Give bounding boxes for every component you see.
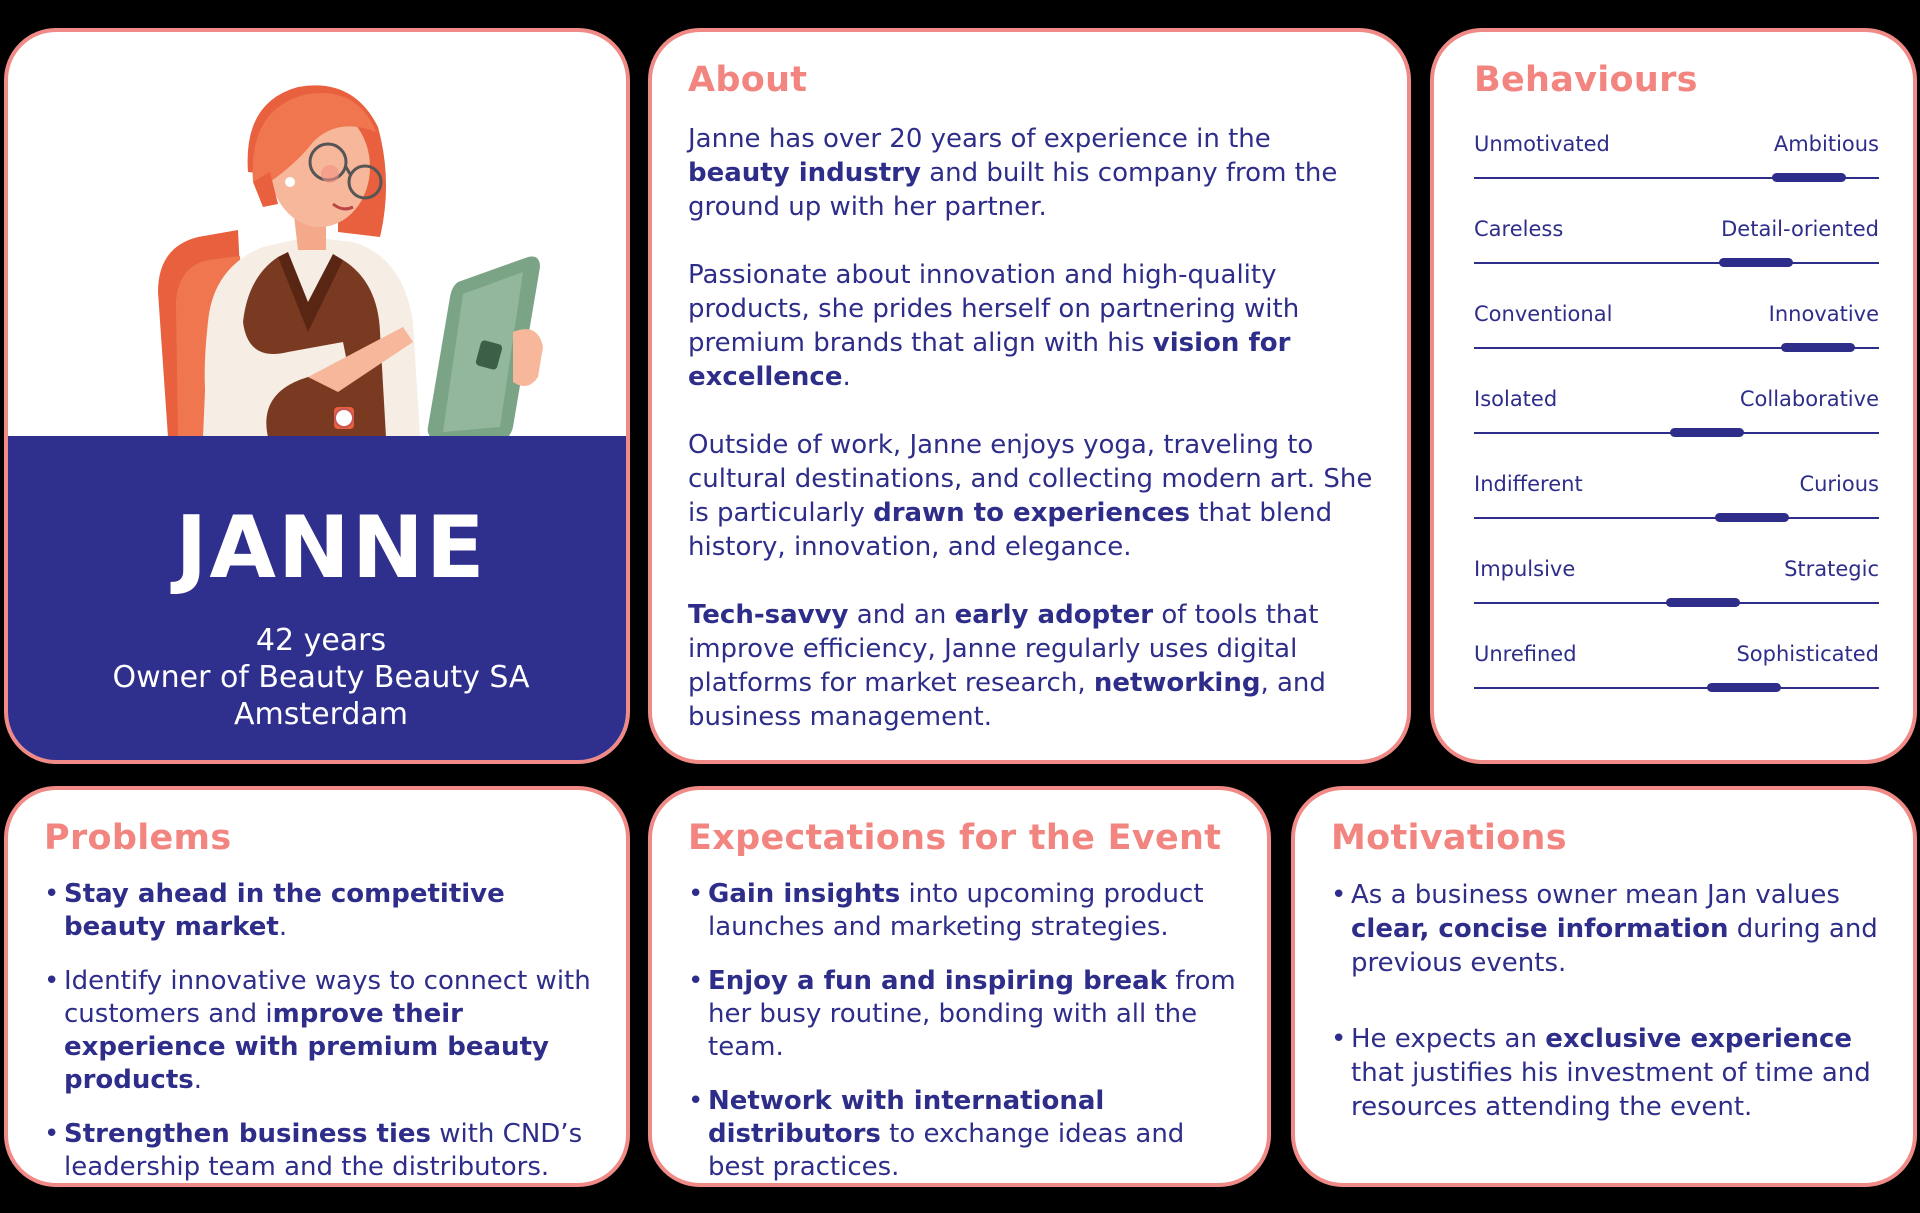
slider-track [1474, 347, 1879, 349]
text-segment: and an [848, 600, 955, 630]
behaviour-slider [1474, 555, 1879, 640]
text-segment: He expects an [1351, 1024, 1546, 1054]
emphasis-text: clear, concise information [1351, 914, 1729, 944]
persona-role: Owner of Beauty Beauty SA [112, 660, 530, 695]
emphasis-text: Strengthen business ties [64, 1119, 431, 1149]
profile-card [4, 28, 630, 764]
text-segment: . [842, 362, 851, 392]
expectation-item [688, 1085, 1243, 1184]
emphasis-text: Gain insights [708, 879, 901, 909]
behaviour-list [1474, 130, 1879, 725]
slider-left-label: Conventional [1474, 302, 1613, 326]
slider-left-label: Impulsive [1474, 557, 1576, 581]
text-segment: Identify innovative ways to connect with customers and i [64, 966, 591, 1029]
woman-with-tablet-illustration [8, 32, 630, 437]
text-segment: during and previous events. [1351, 914, 1878, 978]
about-card [648, 28, 1411, 764]
slider-right-label: Ambitious [1773, 132, 1879, 156]
about-paragraph [688, 428, 1377, 564]
expectations-title: Expectations for the Event [688, 818, 1222, 858]
persona-name: JANNE [175, 498, 487, 598]
slider-marker [1781, 343, 1855, 352]
text-segment: . [278, 912, 288, 942]
motivations-card [1291, 786, 1917, 1187]
text-segment: Passionate about innovation and high-quality products, she prides herself on partnering with premium brands that align with his [688, 260, 1300, 358]
slider-track [1474, 177, 1879, 179]
slider-marker [1666, 598, 1740, 607]
slider-marker [1707, 683, 1781, 692]
about-title: About [688, 60, 808, 100]
expectations-list [688, 878, 1243, 1184]
behaviour-slider [1474, 385, 1879, 470]
about-paragraph [688, 122, 1377, 224]
slider-marker [1772, 173, 1846, 182]
slider-marker [1719, 258, 1793, 267]
problems-list [44, 878, 602, 1184]
emphasis-text: beauty industry [688, 158, 921, 188]
persona-age: 42 years [255, 623, 387, 658]
motivations-title: Motivations [1331, 818, 1567, 858]
slider-right-label: Sophisticated [1736, 642, 1879, 666]
slider-track [1474, 262, 1879, 264]
slider-left-label: Indifferent [1474, 472, 1583, 496]
text-segment: with CND’s leadership team and the distributors. [64, 1119, 583, 1182]
slider-track [1474, 687, 1879, 689]
emphasis-text: vision for excellence [688, 328, 1291, 392]
slider-left-label: Isolated [1474, 387, 1558, 411]
emphasis-text: mprove their experience with premium beauty products [64, 999, 549, 1095]
persona-city: Amsterdam [233, 697, 409, 732]
behaviour-slider [1474, 130, 1879, 215]
text-segment: , and business management. [688, 668, 1326, 732]
text-segment: and built his company from the ground up with her partner. [688, 158, 1338, 222]
expectations-card [648, 786, 1271, 1187]
profile-band [8, 436, 630, 764]
text-segment: of tools that improve efficiency, Janne regularly uses digital platforms for market research, [688, 600, 1319, 698]
emphasis-text: Network with international distributors [708, 1086, 1105, 1149]
slider-left-label: Unmotivated [1474, 132, 1610, 156]
text-segment: to exchange ideas and best practices. [708, 1119, 1185, 1182]
behaviour-slider [1474, 470, 1879, 555]
text-segment: from her busy routine, bonding with all the team. [708, 966, 1236, 1062]
motivation-item [1331, 1022, 1889, 1124]
motivations-list [1331, 878, 1889, 1124]
slider-right-label: Curious [1799, 472, 1879, 496]
expectation-item [688, 878, 1243, 944]
slider-right-label: Detail-oriented [1721, 217, 1879, 241]
slider-track [1474, 517, 1879, 519]
emphasis-text: drawn to experiences [873, 498, 1191, 528]
emphasis-text: Enjoy a fun and inspiring break [708, 966, 1167, 996]
problems-title: Problems [44, 818, 232, 858]
slider-left-label: Careless [1474, 217, 1564, 241]
text-segment: Janne has over 20 years of experience in the [688, 124, 1271, 154]
about-paragraph [688, 598, 1377, 734]
motivation-item [1331, 878, 1889, 980]
emphasis-text: early adopter [954, 600, 1154, 630]
text-segment: into upcoming product launches and marketing strategies. [708, 879, 1204, 942]
slider-right-label: Collaborative [1739, 387, 1879, 411]
behaviours-card [1430, 28, 1917, 764]
emphasis-text: networking [1093, 668, 1261, 698]
text-segment: As a business owner mean Jan values [1351, 880, 1840, 910]
about-paragraph [688, 258, 1377, 394]
text-segment: Outside of work, Janne enjoys yoga, traveling to cultural destinations, and collecting modern art. She is particularly [688, 430, 1373, 528]
slider-right-label: Innovative [1768, 302, 1879, 326]
text-segment: . [193, 1065, 202, 1095]
persona-details [8, 622, 630, 733]
behaviour-slider [1474, 215, 1879, 300]
slider-track [1474, 432, 1879, 434]
slider-left-label: Unrefined [1474, 642, 1577, 666]
behaviour-slider [1474, 640, 1879, 725]
problems-card [4, 786, 630, 1187]
problem-item [44, 965, 602, 1097]
about-body [688, 122, 1377, 734]
problem-item [44, 1118, 602, 1184]
slider-track [1474, 602, 1879, 604]
emphasis-text: exclusive experience [1545, 1024, 1853, 1054]
problem-item [44, 878, 602, 944]
behaviour-slider [1474, 300, 1879, 385]
text-segment: that justifies his investment of time and resources attending the event. [1351, 1058, 1871, 1122]
slider-marker [1670, 428, 1744, 437]
slider-right-label: Strategic [1784, 557, 1879, 581]
slider-marker [1715, 513, 1789, 522]
text-segment: that blend history, innovation, and elegance. [688, 498, 1333, 562]
emphasis-text: Tech-savvy [688, 600, 849, 630]
behaviours-title: Behaviours [1474, 60, 1698, 100]
expectation-item [688, 965, 1243, 1064]
emphasis-text: Stay ahead in the competitive beauty market [64, 879, 505, 942]
